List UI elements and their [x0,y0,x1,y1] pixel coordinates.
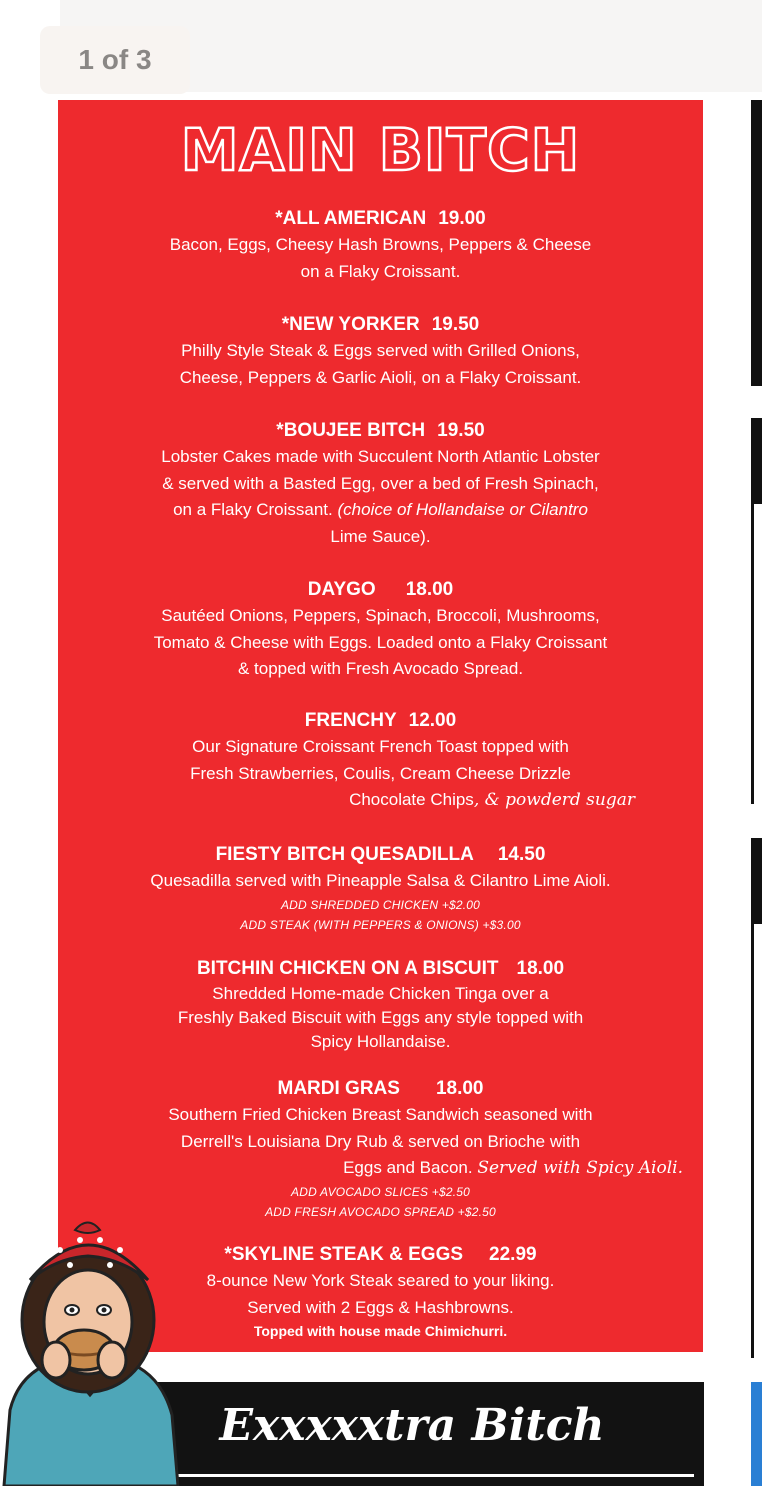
item-addon: ADD STEAK (WITH PEPPERS & ONIONS) +$3.00 [240,917,521,932]
item-desc-text: Chocolate Chips [349,790,474,809]
item-desc-line: & served with a Basted Egg, over a bed of Fresh Spinach, [162,473,599,493]
item-desc-line: 8-ounce New York Steak seared to your liking. [206,1271,555,1290]
item-price: 18.00 [435,1078,484,1099]
item-addon: ADD SHREDDED CHICKEN +$2.00 [280,897,481,912]
pinup-mascot-icon [0,1210,180,1486]
item-name: *ALL AMERICAN [275,208,427,229]
item-desc-handwritten: Topped with house made Chimichurri. [253,1323,508,1339]
item-name: *NEW YORKER [281,314,420,335]
item-name: BITCHIN CHICKEN ON A BISCUIT [196,958,499,979]
item-desc-handwritten: , & powderd sugar [473,790,635,810]
item-addon: ADD AVOCADO SLICES +$2.50 [291,1184,470,1199]
item-price: 19.50 [431,314,480,335]
item-desc-line: Fresh Strawberries, Coulis, Cream Cheese Drizzle [190,763,571,783]
divider [130,1474,694,1477]
item-name: *SKYLINE STEAK & EGGS [224,1244,464,1265]
item-price: 12.00 [408,710,457,731]
menu-item-daygo [78,577,683,683]
item-desc-line: Spicy Hollandaise. [310,1032,451,1051]
item-desc-line: on a Flaky Croissant. [300,261,461,281]
item-desc-line: Served with 2 Eggs & Hashbrowns. [247,1297,514,1317]
menu-item-mardi-gras [78,1076,683,1222]
menu-item-fiesty-bitch-quesadilla [78,842,683,935]
item-desc-handwritten: Served with Spicy Aioli. [477,1158,683,1178]
item-desc-line: Lobster Cakes made with Succulent North Atlantic Lobster [161,447,600,466]
item-name: FRENCHY [304,710,397,731]
next-page-edge [751,1382,762,1486]
item-addon: ADD FRESH AVOCADO SPREAD +$2.50 [265,1204,496,1219]
item-desc-line: Our Signature Croissant French Toast topped with [192,737,569,756]
item-name: *BOUJEE BITCH [276,420,426,441]
item-desc-line: Shredded Home-made Chicken Tinga over a [212,984,549,1003]
menu-item-all-american [78,206,683,285]
menu-item-frenchy [78,708,683,814]
item-desc-line: Cheese, Peppers & Garlic Aioli, on a Flaky Croissant. [179,367,582,387]
item-desc-line: Freshly Baked Biscuit with Eggs any style topped with [177,1008,584,1027]
next-page-edge [751,418,762,804]
item-desc-line: Southern Fried Chicken Breast Sandwich seasoned with [168,1105,593,1124]
menu-item-boujee-bitch [78,418,683,550]
item-desc-line: Sautéed Onions, Peppers, Spinach, Broccoli, Mushrooms, [161,606,600,625]
item-price: 14.50 [497,844,546,865]
item-desc-line: & topped with Fresh Avocado Spread. [237,659,524,678]
menu-item-new-yorker [78,312,683,391]
menu-card [58,100,703,1352]
page-indicator: 1 of 3 [40,26,190,94]
item-desc-line [78,497,683,524]
item-name: FIESTY BITCH QUESADILLA [215,844,474,865]
menu-item-bitchin-chicken-biscuit [78,956,683,1054]
next-section-title: Exxxxxtra Bitch [219,1400,605,1451]
next-page-edge [751,838,762,1358]
item-desc-line [78,787,683,814]
item-desc-line [78,1155,683,1182]
item-desc-line: Quesadilla served with Pineapple Salsa & Cilantro Lime Aioli. [150,871,611,890]
item-price: 18.00 [405,579,454,600]
item-desc-line: Philly Style Steak & Eggs served with Grilled Onions, [181,341,580,360]
item-desc-line: Derrell's Louisiana Dry Rub & served on Brioche with [180,1131,581,1151]
item-desc-note: Lime Sauce). [330,526,431,546]
section-title: MAIN BITCH [180,116,581,184]
item-name: MARDI GRAS [277,1078,400,1099]
next-page-edge [751,100,762,386]
item-price: 19.00 [438,208,486,229]
item-desc-line: Tomato & Cheese with Eggs. Loaded onto a Flaky Croissant [153,632,608,652]
item-price: 18.00 [516,958,565,979]
item-desc-text: on a Flaky Croissant. [173,500,333,519]
next-section-banner [120,1382,704,1486]
item-desc-note: (choice of Hollandaise or Cilantro [337,500,588,519]
item-price: 19.50 [437,420,485,441]
item-price: 22.99 [489,1244,537,1265]
item-desc-text: Eggs and Bacon. [343,1158,473,1177]
item-desc-line: Bacon, Eggs, Cheesy Hash Browns, Peppers & Cheese [169,235,592,254]
item-name: DAYGO [307,579,376,600]
